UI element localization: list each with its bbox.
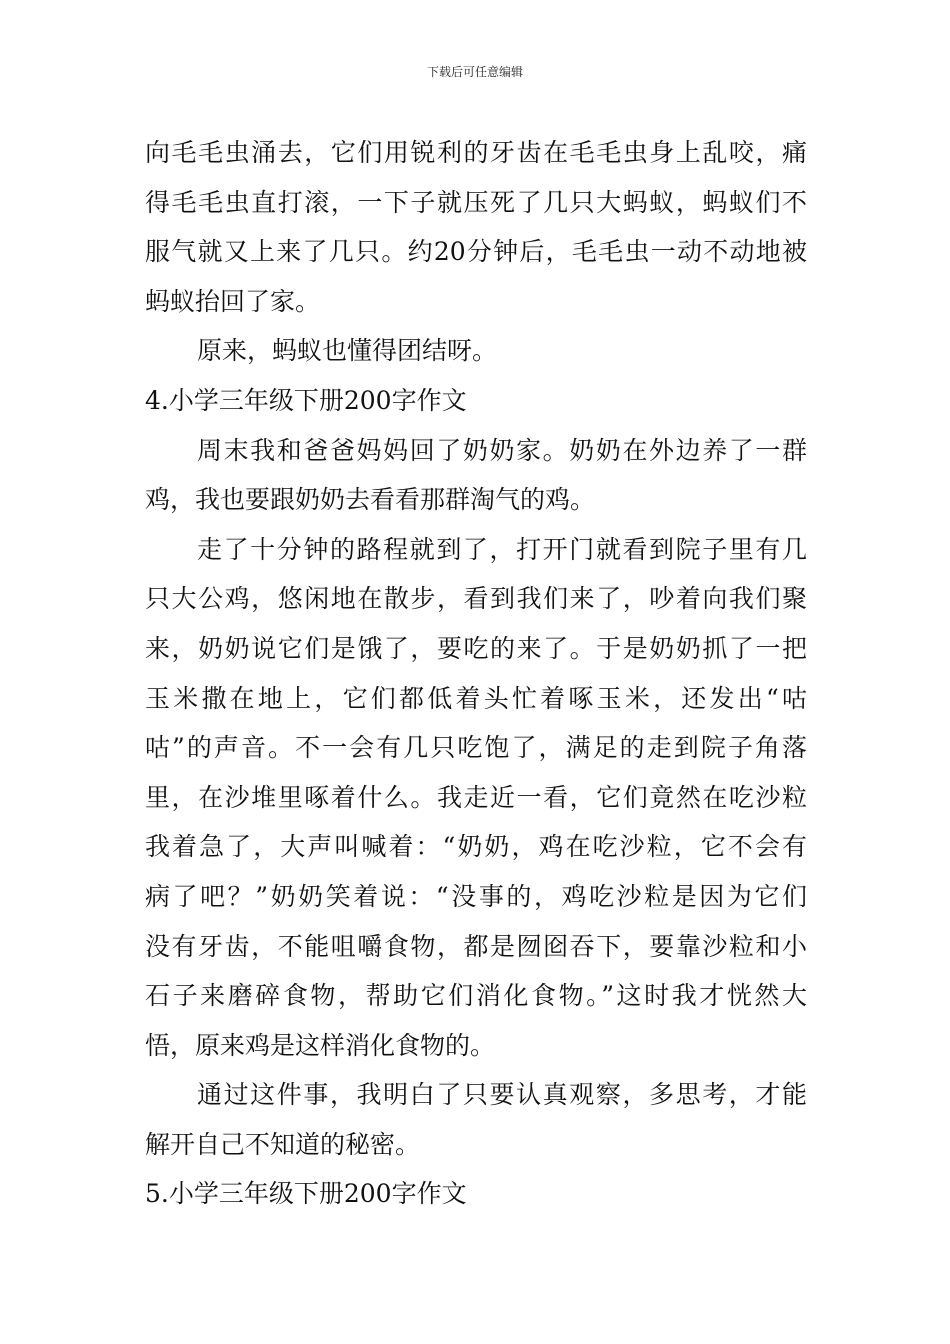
paragraph-line: 走了十分钟的路程就到了，打开门就看到院子里有几 [197,534,807,564]
paragraph-line: 玉米撒在地上，它们都低着头忙着啄玉米，还发出“咕 [145,683,807,713]
paragraph-line: 里，在沙堆里啄着什么。我走近一看，它们竟然在吃沙粒 [145,782,807,812]
page-header-note: 下载后可任意编辑 [426,65,523,79]
section-heading: 5.小学三年级下册200字作文 [145,1179,467,1209]
paragraph-line: 来，奶奶说它们是饿了，要吃的来了。于是奶奶抓了一把 [145,633,807,663]
paragraph-line: 周末我和爸爸妈妈回了奶奶家。奶奶在外边养了一群 [197,435,807,465]
paragraph-line: 只大公鸡，悠闲地在散步，看到我们来了，吵着向我们聚 [145,584,807,614]
paragraph-line: 石子来磨碎食物，帮助它们消化食物。”这时我才恍然大 [145,981,807,1011]
paragraph-line: 鸡，我也要跟奶奶去看看那群淘气的鸡。 [145,485,596,515]
paragraph-line: 病了吧？”奶奶笑着说：“没事的，鸡吃沙粒是因为它们 [145,881,807,911]
section-heading: 4.小学三年级下册200字作文 [145,385,467,415]
paragraph-line: 我着急了，大声叫喊着：“奶奶，鸡在吃沙粒，它不会有 [145,832,807,862]
paragraph-line: 通过这件事，我明白了只要认真观察，多思考，才能 [197,1080,807,1110]
paragraph-line: 服气就又上来了几只。约20分钟后，毛毛虫一动不动地被 [145,237,807,267]
paragraph-line: 蚂蚁抬回了家。 [145,286,321,316]
essay-body [145,128,807,1219]
paragraph-line: 原来，蚂蚁也懂得团结呀。 [197,336,498,366]
paragraph-line: 悟，原来鸡是这样消化食物的。 [145,1030,496,1060]
paragraph-line: 向毛毛虫涌去，它们用锐利的牙齿在毛毛虫身上乱咬，痛 [145,138,807,167]
paragraph-line: 没有牙齿，不能咀嚼食物，都是囫囵吞下，要靠沙粒和小 [145,931,807,961]
paragraph-line: 得毛毛虫直打滚，一下子就压死了几只大蚂蚁，蚂蚁们不 [145,187,807,217]
paragraph-line: 咕”的声音。不一会有几只吃饱了，满足的走到院子角落 [145,733,807,763]
paragraph-line: 解开自己不知道的秘密。 [145,1129,421,1159]
